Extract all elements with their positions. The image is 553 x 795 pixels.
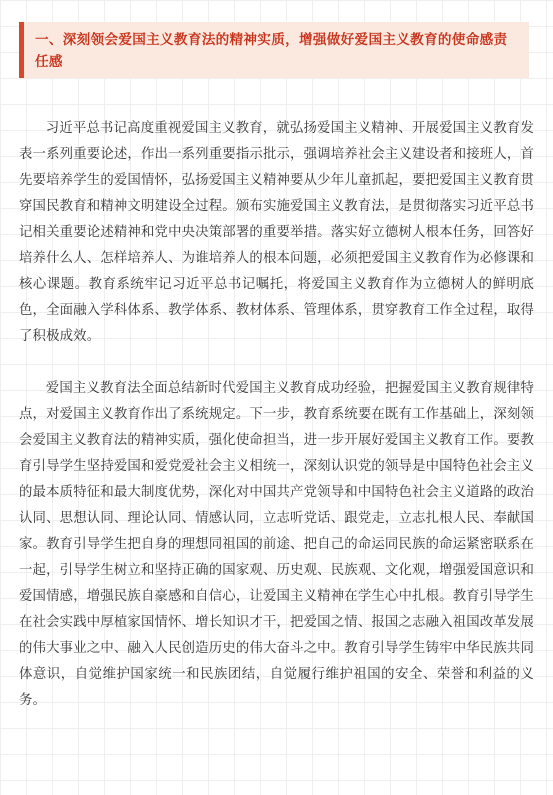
section-heading-box	[19, 22, 529, 78]
section-heading: 一、深刻领会爱国主义教育法的精神实质，增强做好爱国主义教育的使命感责任感	[35, 32, 508, 70]
article-body	[19, 116, 534, 714]
paragraph-2: 爱国主义教育法全面总结新时代爱国主义教育成功经验，把握爱国主义教育规律特点，对爱国主义教育作出了系统规定。下一步，教育系统要在既有工作基础上，深刻领会爱国主义教育法的精神实质，强化使命担当，进一步开展好爱国主义教育工作。要教育引导学生坚持爱国和爱党爱社会主义相统一，深刻认识党的领导是中国特色社会主义的最本质特征和最大制度优势，深化对中国共产党领导和中国特色社会主义道路的政治认同、思想认同、理论认同、情感认同，立志听党话、跟党走，立志扎根人民、奉献国家。教育引导学生把自身的理想同祖国的前途、把自己的命运同民族的命运紧密联系在一起，引导学生树立和坚持正确的国家观、历史观、民族观、文化观，增强爱国意识和爱国情感，增强民族自豪感和自信心，让爱国主义精神在学生心中扎根。教育引导学生在社会实践中厚植家国情怀、增长知识才干，把爱国之情、报国之志融入祖国改革发展的伟大事业之中、融入人民创造历史的伟大奋斗之中。教育引导学生铸牢中华民族共同体意识，自觉维护国家统一和民族团结，自觉履行维护祖国的安全、荣誉和利益的义务。	[19, 381, 534, 708]
paragraph-1: 习近平总书记高度重视爱国主义教育，就弘扬爱国主义精神、开展爱国主义教育发表一系列重要论述，作出一系列重要指示批示，强调培养社会主义建设者和接班人，首先要培养学生的爱国情怀，弘扬爱国主义精神要从少年儿童抓起，要把爱国主义教育贯穿国民教育和精神文明建设全过程。颁布实施爱国主义教育法，是贯彻落实习近平总书记相关重要论述精神和党中央决策部署的重要举措。落实好立德树人根本任务，回答好培养什么人、怎样培养人、为谁培养人的根本问题，必须把爱国主义教育作为必修课和核心课题。教育系统牢记习近平总书记嘱托，将爱国主义教育作为立德树人的鲜明底色，全面融入学科体系、教学体系、教材体系、管理体系，贯穿教育工作全过程，取得了积极成效。	[19, 121, 534, 344]
